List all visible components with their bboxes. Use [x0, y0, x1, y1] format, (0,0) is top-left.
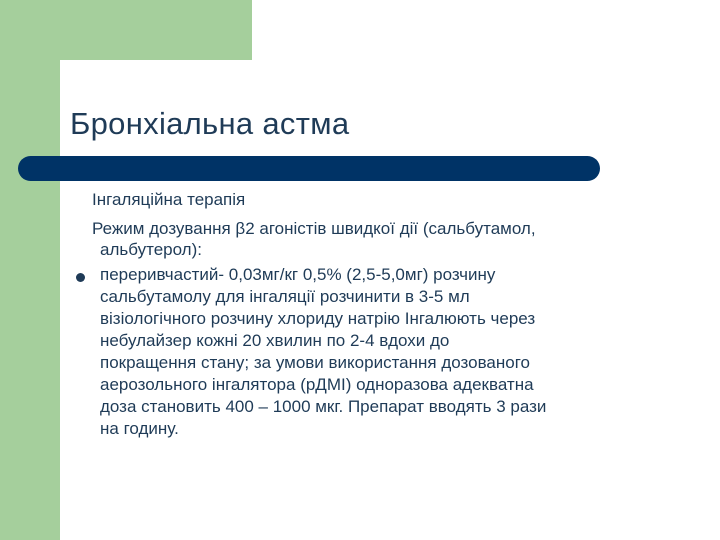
bullet-dot-icon: [76, 273, 85, 282]
bullet-text-line: сальбутамолу для інгаляції розчинити в 3-5 мл: [100, 287, 470, 306]
bullet-text-line: аерозольного інгалятора (рДМІ) одноразова адекватна: [100, 375, 534, 394]
bullet-text-line: небулайзер кожні 20 хвилин по 2-4 вдохи до: [100, 331, 450, 350]
bullet-text-line: доза становить 400 – 1000 мкг. Препарат вводять 3 рази: [100, 397, 547, 416]
dosing-intro-line-1: Режим дозування β2 агоністів швидкої дії (сальбутамол,: [92, 219, 536, 238]
subheading: Інгаляційна терапія: [92, 190, 246, 209]
bullet-text-line: покращення стану; за умови використання дозованого: [100, 353, 530, 372]
dosing-intro-line-2: альбутерол):: [100, 240, 202, 259]
green-accent-left: [0, 0, 60, 540]
bullet-text-line: візіологічного розчину хлориду натрію Інгалюють через: [100, 309, 536, 328]
slide-title: Бронхіальна астма: [70, 106, 350, 141]
title-underline-bar: [18, 156, 600, 181]
bullet-text-line: на годину.: [100, 419, 179, 438]
bullet-text-line: переривчастий- 0,03мг/кг 0,5% (2,5-5,0мг) розчину: [100, 265, 496, 284]
